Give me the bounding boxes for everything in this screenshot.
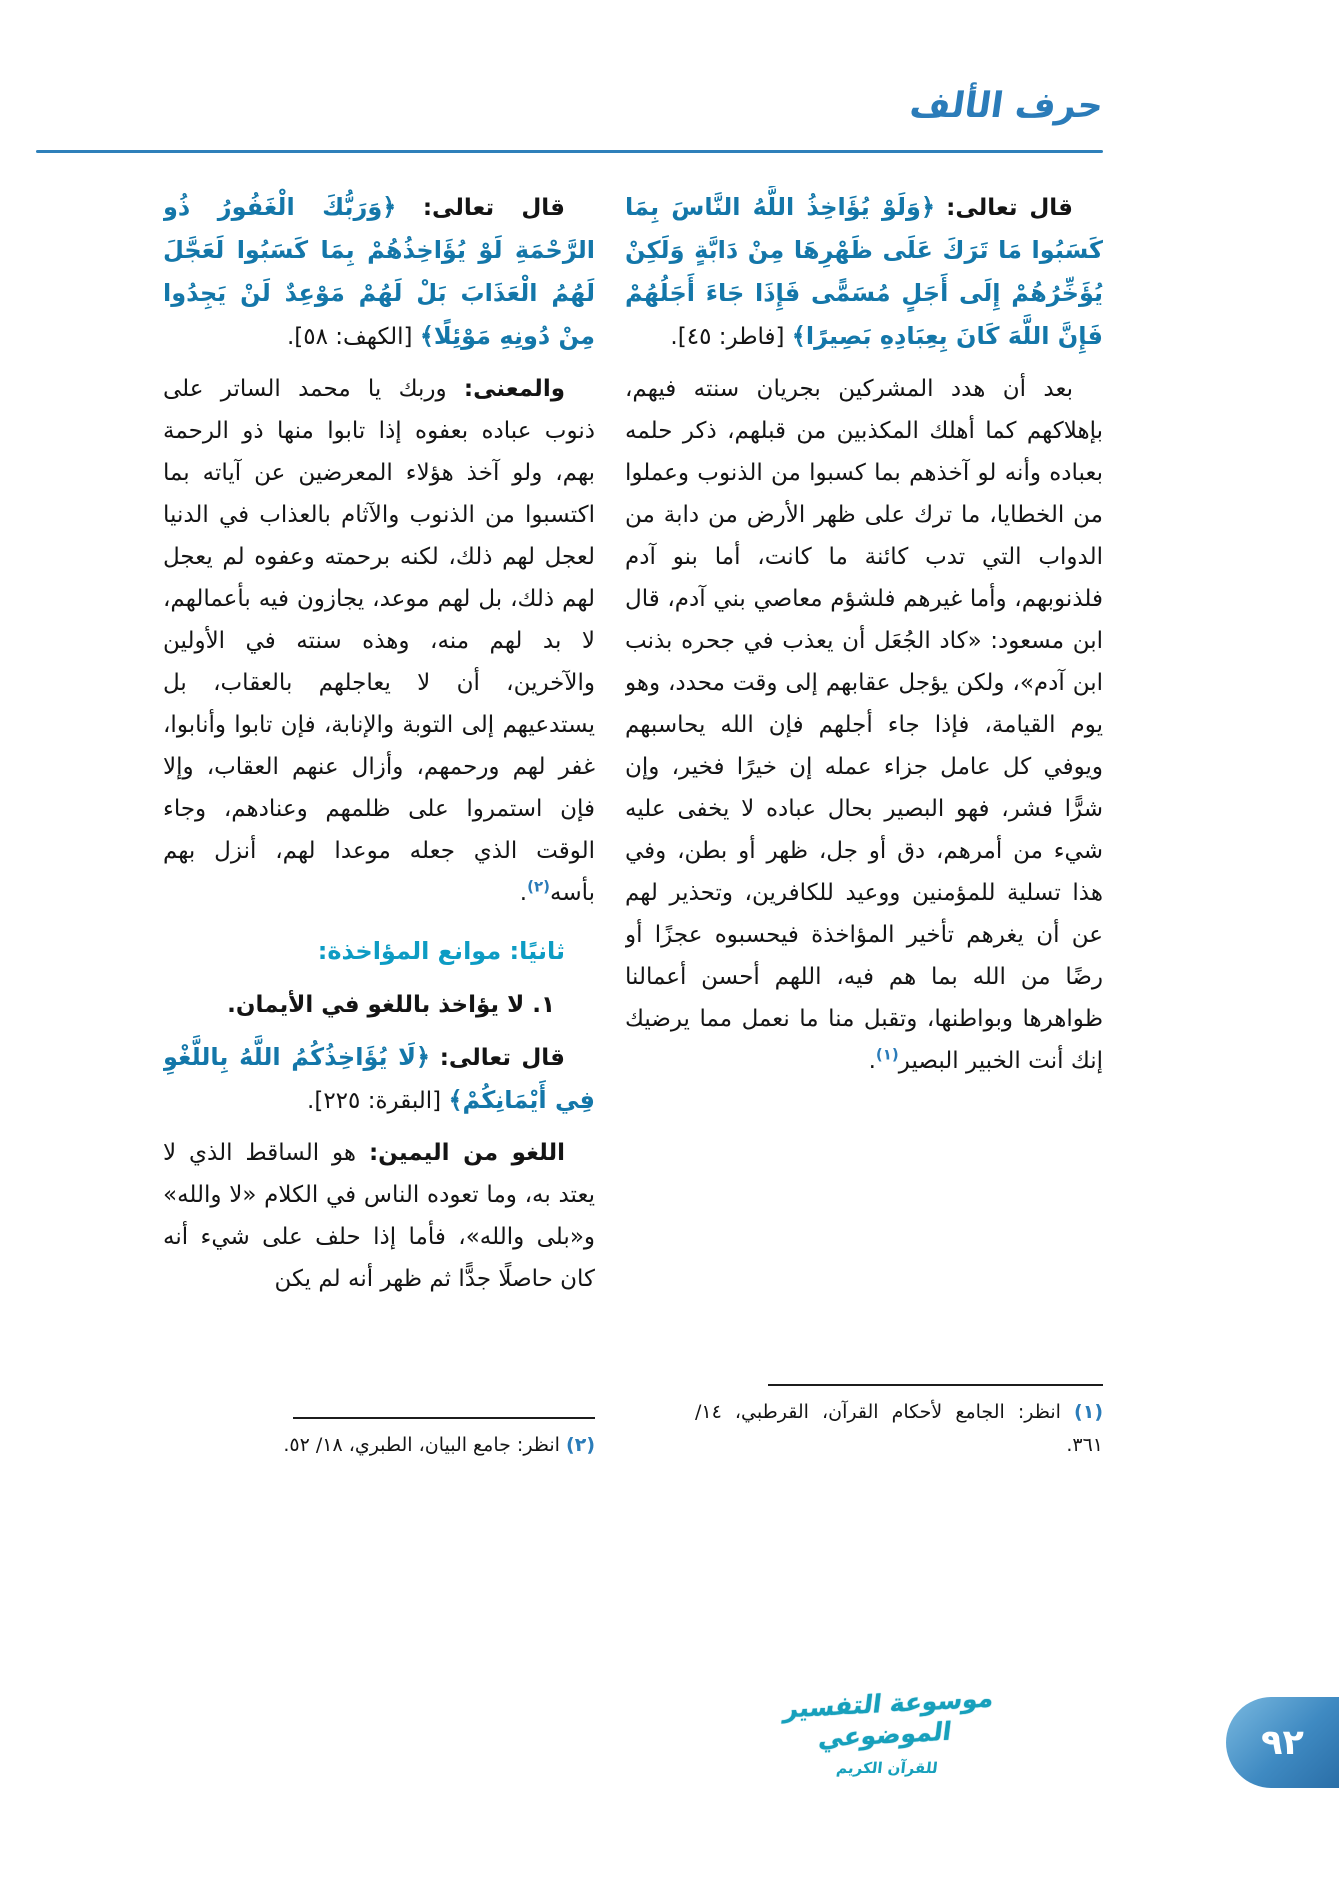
publisher-logo-title: موسوعة التفسير الموضوعي <box>782 1683 996 1753</box>
footnote-ref-2: (٢) <box>527 877 550 896</box>
item-title-laghw: ١. لا يؤاخذ باللغو في الأيمان. <box>227 992 555 1018</box>
chapter-heading: حرف الألف <box>907 86 1106 126</box>
footnote-text-1: انظر: الجامع لأحكام القرآن، القرطبي، ١٤/ ٣٦١. <box>695 1401 1103 1456</box>
publisher-logo <box>757 1683 1017 1777</box>
column-left <box>163 186 595 1462</box>
sentence-end: . <box>868 1048 876 1074</box>
verse-paragraph-kahf <box>163 186 595 358</box>
footnote-number-1: (١) <box>1074 1401 1103 1423</box>
verse-paragraph-fatir <box>625 186 1103 358</box>
meaning-paragraph <box>163 368 595 914</box>
footnote-divider <box>293 1417 595 1419</box>
footnote-1 <box>625 1396 1103 1462</box>
quran-verse-kahf-58: ﴿وَرَبُّكَ الْغَفُورُ ذُو الرَّحْمَةِ لَوْ يُؤَاخِذُهُمْ بِمَا كَسَبُوا لَعَجَّلَ لَهُمُ الْعَذَابَ بَلْ لَهُمْ مَوْعِدٌ لَنْ يَجِدُوا مِنْ دُونِهِ مَوْئِلًا﴾ <box>163 193 595 350</box>
quran-verse-fatir-45: ﴿وَلَوْ يُؤَاخِذُ اللَّهُ النَّاسَ بِمَا كَسَبُوا مَا تَرَكَ عَلَى ظَهْرِهَا مِنْ دَابَّةٍ وَلَكِنْ يُؤَخِّرُهُمْ إِلَى أَجَلٍ مُسَمًّى فَإِذَا جَاءَ أَجَلُهُمْ فَإِنَّ اللَّهَ كَانَ بِعِبَادِهِ بَصِيرًا﴾ <box>625 193 1103 350</box>
meaning-text: وربك يا محمد الساتر على ذنوب عباده بعفوه إذا تابوا منها ذو الرحمة بهم، ولو آخذ هؤلاء المعرضين عن آياته بما اكتسبوا من الذنوب والآثام بالعذاب في الدنيا لعجل لهم ذلك، لكنه برحمته وعفوه لم يعجل لهم ذلك، بل لهم موعد، يجازون فيه بأعمالهم، لا بد لهم منه، وهذه سنته في الأولين والآخرين، أن لا يعاجلهم بالعقاب، بل يستدعيهم إلى التوبة والإنابة، فإن تابوا وأنابوا، غفر لهم ورحمهم، وأزال عنهم العقاب، وإلا فإن استمروا على ظلمهم وعنادهم، وجاء الوقت الذي جعله موعدا لهم، أنزل بهم بأسه <box>163 376 595 906</box>
quran-verse-baqara-225: ﴿لَا يُؤَاخِذُكُمُ اللَّهُ بِاللَّغْوِ فِي أَيْمَانِكُمْ﴾ <box>163 1043 595 1114</box>
verse-reference-kahf: [الكهف: ٥٨]. <box>286 324 413 350</box>
commentary-paragraph <box>625 368 1103 1082</box>
text-columns <box>163 186 1103 1462</box>
footnote-block-right <box>625 1372 1103 1462</box>
footnote-number-2: (٢) <box>566 1434 595 1456</box>
page-number: ٩٢ <box>1261 1722 1304 1763</box>
header-divider <box>36 150 1103 153</box>
publisher-logo-subtitle: للقرآن الكريم <box>835 1758 939 1777</box>
qala-taala-lead: قال تعالى: <box>422 195 565 221</box>
verse-reference-fatir: [فاطر: ٤٥]. <box>670 324 785 350</box>
footnote-2 <box>163 1429 595 1462</box>
verse-paragraph-baqara <box>163 1036 595 1122</box>
footnote-divider <box>768 1384 1103 1386</box>
column-right <box>625 186 1103 1462</box>
laghw-text: هو الساقط الذي لا يعتد به، وما تعوده الناس في الكلام «لا والله» و«بلى والله»، فأما إذا حلف على شيء أنه كان حاصلًا جدًّا ثم ظهر أنه لم يكن <box>163 1140 595 1292</box>
footnote-block-left <box>163 1405 595 1462</box>
laghw-lead: اللغو من اليمين: <box>368 1140 565 1166</box>
sentence-end: . <box>519 880 528 906</box>
footnote-ref-1: (١) <box>875 1045 899 1064</box>
footnote-text-2: انظر: جامع البيان، الطبري، ١٨/ ٥٢. <box>283 1434 560 1456</box>
commentary-text: بعد أن هدد المشركين بجريان سنته فيهم، بإهلاكهم كما أهلك المكذبين من قبلهم، ذكر حلمه بعباده وأنه لو آخذهم بما كسبوا من الذنوب وعملوا من الخطايا، ما ترك على ظهر الأرض من دابة من الدواب التي تدب كائنة ما كانت، أما بنو آدم فلذنوبهم، وأما غيرهم فلشؤم معاصي بني آدم، قال ابن مسعود: «كاد الجُعَل أن يعذب في جحره بذنب ابن آدم»، ولكن يؤجل عقابهم إلى وقت محدد، وهو يوم القيامة، فإذا جاء أجلهم فإن الله يحاسبهم ويوفي كل عامل جزاء عمله إن خيرًا فخير، وإن شرًّا فشر، فهو البصير بحال عباده لا يخفى عليه شيء من أمرهم، دق أو جل، ظهر أو بطن، وفي هذا تسلية للمؤمنين ووعيد للكافرين، وتحذير لهم عن أن يغرهم تأخير المؤاخذة فيحسبوه عجزًا أو رضًا من الله بما هم فيه، اللهم أحسن أعمالنا ظواهرها وبواطنها، وتقبل منا ما نعمل مما يرضيك إنك أنت الخبير البصير <box>625 376 1103 1074</box>
page-number-badge <box>1226 1697 1339 1788</box>
verse-reference-baqara: [البقرة: ٢٢٥]. <box>307 1088 442 1114</box>
meaning-lead: والمعنى: <box>463 376 565 402</box>
section-heading-maniat: ثانيًا: موانع المؤاخذة: <box>317 937 565 965</box>
laghw-paragraph <box>163 1132 595 1300</box>
qala-taala-lead: قال تعالى: <box>946 195 1073 221</box>
qala-taala-lead: قال تعالى: <box>439 1045 565 1071</box>
